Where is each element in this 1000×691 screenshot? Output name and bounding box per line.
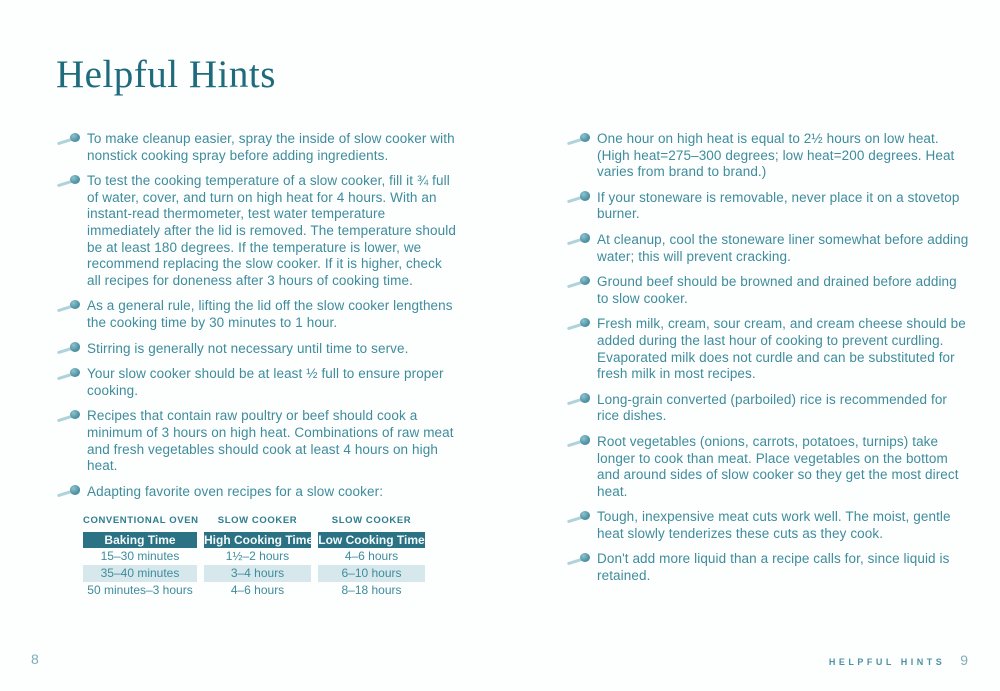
table-cell: 3–4 hours bbox=[204, 565, 311, 582]
spoon-bullet-icon bbox=[57, 174, 82, 188]
hint-text: Your slow cooker should be at least ½ full to ensure proper cooking. bbox=[87, 366, 444, 398]
hint-text: One hour on high heat is equal to 2½ hours on low heat. (High heat=275–300 degrees; low heat=200 degrees. Heat varies from brand to brand.) bbox=[597, 131, 955, 180]
hint-item bbox=[57, 298, 459, 331]
hint-text: Adapting favorite oven recipes for a slow cooker: bbox=[87, 483, 384, 499]
hint-text: At cleanup, cool the stoneware liner somewhat before adding water; this will prevent cracking. bbox=[597, 231, 969, 264]
hint-item bbox=[57, 341, 459, 358]
spoon-bullet-icon bbox=[567, 317, 592, 331]
spoon-bullet-icon bbox=[57, 342, 82, 356]
table-column-header: Low Cooking Time bbox=[318, 533, 425, 548]
hint-text: To test the cooking temperature of a slow cooker, fill it ¾ full of water, cover, and turn on high heat for 4 hours. With an instant-read thermometer, test water temperature immediately after the lid is removed. The temperature should be at least 180 degrees. If the temperature is lower, we recommend replacing the slow cooker. If it is higher, check all recipes for doneness after 3 hours of cooking time. bbox=[87, 173, 456, 288]
hint-item bbox=[57, 484, 459, 501]
hint-text: Fresh milk, cream, sour cream, and cream cheese should be added during the last hour of cooking to prevent curdling. Evaporated milk does not curdle and can be substituted for fresh milk in most recipes. bbox=[597, 316, 966, 382]
spoon-bullet-icon bbox=[57, 299, 82, 313]
hint-text: Tough, inexpensive meat cuts work well. The moist, gentle heat slowly tenderizes these cuts as they cook. bbox=[597, 509, 951, 541]
hint-item bbox=[567, 434, 969, 500]
table-cell: 8–18 hours bbox=[341, 583, 402, 598]
hint-item bbox=[567, 316, 969, 382]
hint-item bbox=[57, 131, 459, 164]
footer-right bbox=[829, 652, 968, 668]
spoon-bullet-icon bbox=[567, 552, 592, 566]
table-cell: 50 minutes–3 hours bbox=[87, 583, 193, 598]
table-column-slow-cooker-low bbox=[318, 515, 425, 599]
spoon-bullet-icon bbox=[567, 233, 592, 247]
table-cell: 1½–2 hours bbox=[225, 549, 290, 564]
spoon-bullet-icon bbox=[57, 132, 82, 146]
table-cell: 15–30 minutes bbox=[100, 549, 180, 564]
spoon-bullet-icon bbox=[567, 510, 592, 524]
table-cell: 35–40 minutes bbox=[83, 565, 197, 582]
spoon-bullet-icon bbox=[567, 275, 592, 289]
table-cell: 6–10 hours bbox=[318, 565, 425, 582]
hint-item bbox=[567, 274, 969, 307]
hint-item bbox=[57, 408, 459, 474]
table-group-header: SLOW COOKER bbox=[331, 515, 412, 527]
hint-item bbox=[567, 190, 969, 223]
hint-text: Long-grain converted (parboiled) rice is recommended for rice dishes. bbox=[597, 391, 948, 424]
hint-text: To make cleanup easier, spray the inside of slow cooker with nonstick cooking spray before adding ingredients. bbox=[87, 131, 455, 163]
hint-item bbox=[57, 366, 459, 399]
page-number-right: 9 bbox=[960, 652, 968, 668]
right-column bbox=[567, 131, 969, 585]
hint-text: As a general rule, lifting the lid off the slow cooker lengthens the cooking time by 30 minutes to 1 hour. bbox=[87, 298, 453, 330]
table-cell: 4–6 hours bbox=[344, 549, 399, 564]
spoon-bullet-icon bbox=[57, 367, 82, 381]
hint-text: Root vegetables (onions, carrots, potatoes, turnips) take longer to cook than meat. Place vegetables on the bottom and around sides of slow cooker so they get the most direct heat. bbox=[597, 433, 959, 499]
hint-text: Recipes that contain raw poultry or beef should cook a minimum of 3 hours on high heat. Combinations of raw meat and fresh vegetables should cook at least 4 hours on high heat. bbox=[87, 408, 454, 474]
hint-item bbox=[567, 551, 969, 584]
hint-text: Don't add more liquid than a recipe calls for, since liquid is retained. bbox=[597, 551, 950, 584]
left-column bbox=[57, 131, 459, 599]
table-group-header: CONVENTIONAL OVEN bbox=[83, 515, 199, 527]
oven-to-slow-cooker-conversion-table bbox=[83, 515, 459, 599]
hint-text: If your stoneware is removable, never place it on a stovetop burner. bbox=[597, 189, 960, 222]
spoon-bullet-icon bbox=[57, 409, 82, 423]
table-cell: 4–6 hours bbox=[230, 583, 285, 598]
page-title: Helpful Hints bbox=[56, 53, 276, 96]
table-group-header: SLOW COOKER bbox=[217, 515, 298, 527]
spoon-bullet-icon bbox=[567, 191, 592, 205]
hint-item bbox=[57, 173, 459, 289]
spoon-bullet-icon bbox=[567, 132, 592, 146]
hint-item bbox=[567, 131, 969, 181]
chapter-label: HELPFUL HINTS bbox=[828, 657, 946, 667]
table-column-conventional-oven bbox=[83, 515, 197, 599]
spoon-bullet-icon bbox=[567, 393, 592, 407]
hint-item bbox=[567, 232, 969, 265]
table-column-header: High Cooking Time bbox=[204, 533, 314, 548]
table-column-header: Baking Time bbox=[83, 532, 197, 548]
hint-text: Stirring is generally not necessary until time to serve. bbox=[87, 340, 409, 356]
table-column-slow-cooker-high bbox=[204, 515, 314, 599]
page-number-left: 8 bbox=[31, 651, 39, 667]
spoon-bullet-icon bbox=[567, 435, 592, 449]
hint-item bbox=[567, 392, 969, 425]
hint-text: Ground beef should be browned and drained before adding to slow cooker. bbox=[597, 274, 957, 306]
hint-item bbox=[567, 509, 969, 542]
spoon-bullet-icon bbox=[57, 485, 82, 499]
